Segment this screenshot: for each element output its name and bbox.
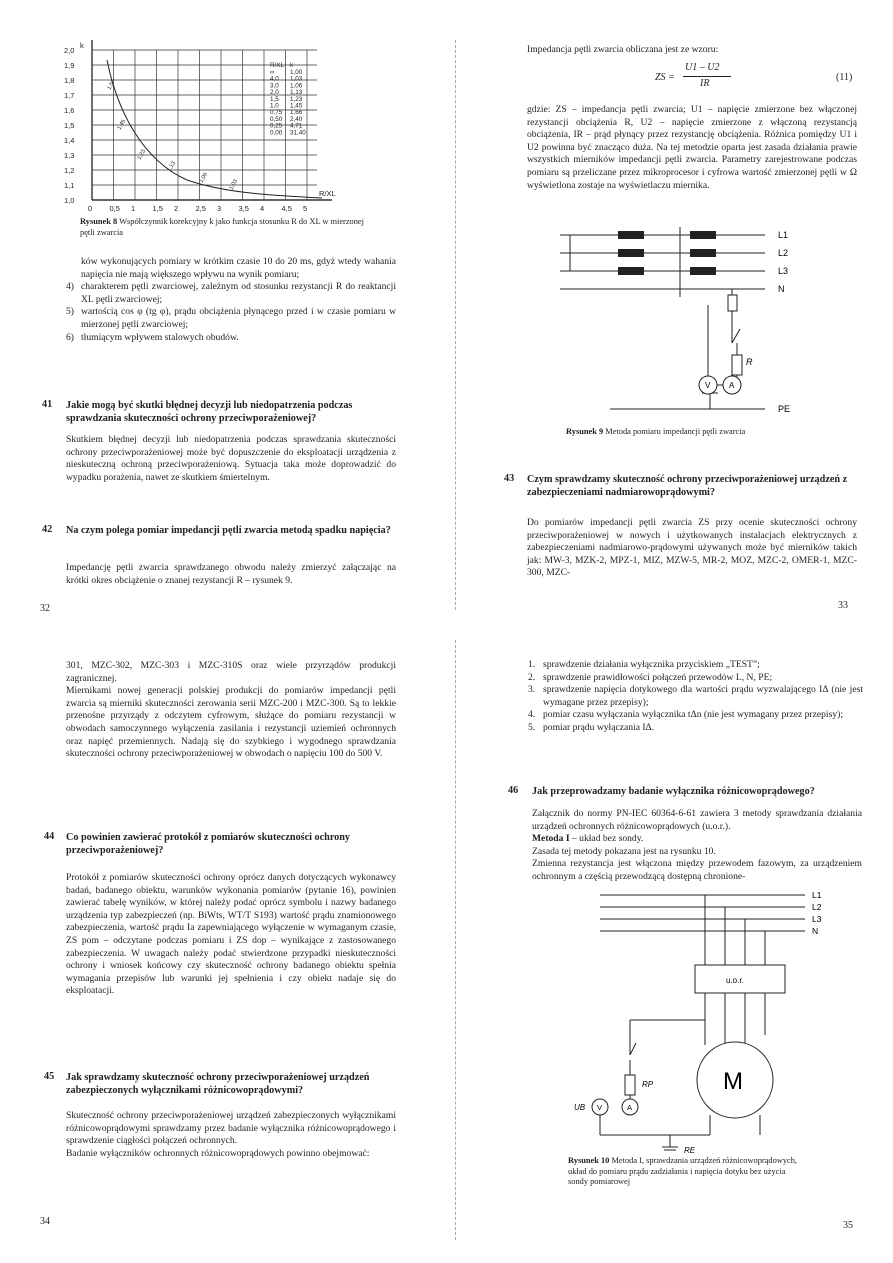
- q43-body: Do pomiarów impedancji pętli zwarcia ZS przy ocenie skuteczności ochrony przeciwporażeniowej w nowych i użytkowanych instalacjach elektrycznych z zabezpieczeniami nadmiarowo-prądowymi używanych może być mierników takich jak: MW-3, MZK-2, MPZ-1, MIZ, MZW-5, MR-2, MOZ, MZC-2, OMER-1, MZC-300, MZC-: [527, 517, 857, 579]
- chart-table-cell: 1,45: [290, 102, 303, 110]
- fig10-ammeter: A: [627, 1103, 633, 1112]
- formula-intro: Impedancja pętli zwarcia obliczana jest ze wzoru:: [527, 44, 719, 55]
- fig10-caption-text: Metoda I, sprawdzania urządzeń różnicowoprądowych, układ do pomiaru prądu zadziałania i napięcia dotyku bez użycia sondy pomiarowej: [568, 1156, 798, 1186]
- q45-body-2: Badanie wyłączników ochronnych różnicowoprądowych powinno obejmować:: [66, 1147, 370, 1159]
- q46-para1: Załącznik do normy PN-IEC 60364-6-61 zawiera 3 metody sprawdzania działania urządzeń ochronnych różnicowoprądowych (u.o.r.).: [532, 808, 862, 832]
- q42-number: 42: [42, 524, 53, 535]
- fig10-label-L2: L2: [812, 902, 822, 912]
- chart-x-tick: 2: [174, 204, 179, 213]
- figure-10-circuit: [560, 885, 835, 1155]
- fig10-caption-num: Rysunek 10: [568, 1156, 610, 1165]
- chart-curve-label: 1,5°: [106, 79, 117, 91]
- chart-y-tick: 2,0: [64, 46, 75, 55]
- q42-body: Impedancję pętli zwarcia sprawdzanego obwodu należy zmierzyć załączając na krótki okres obciążenie o znanej rezystancji R – rysunek 9.: [66, 562, 396, 586]
- chart-x-tick: 2,5: [195, 204, 206, 213]
- p34-para2: Miernikami nowej generacji polskiej produkcji do pomiarów impedancji pętli zwarcia są mierniki skuteczności zerowania serii MZC-200 i MZC-300. Są to lekkie przenośne przyrządy z odczytem cyfrowym, służące do pomiaru rezystancji w obwodach samoczynnego wyłączenia zasilania i rezystancji uziemień ochronnych oraz napięć przemiennych. Nadają się do szybkiego i wygodnego sprawdzania skuteczności ochrony przeciwporażeniowej w obwodach o napięciu 100 do 500 V.: [66, 685, 396, 760]
- chart-table-cell: 1,13: [290, 89, 303, 97]
- q41-title: Jakie mogą być skutki błędnej decyzji lub niedopatrzenia podczas sprawdzania skuteczności ochrony przeciwporażeniowej?: [66, 400, 353, 424]
- fig10-label-L1: L1: [812, 890, 822, 900]
- p35-list-item-number: 3.: [528, 684, 536, 696]
- p32-list-item-text: tłumiącym wpływem stalowych obudów.: [81, 331, 239, 343]
- fig8-caption-text: Współczynnik korekcyjny k jako funkcja stosunku R do XL w mierzonej pętli zwarcia: [80, 217, 364, 237]
- chart-y-tick: 1,3: [64, 151, 75, 160]
- fig9-ammeter: A: [729, 381, 735, 390]
- p35-list-item-number: 5.: [528, 721, 536, 733]
- fig8-caption-num: Rysunek 8: [80, 217, 118, 226]
- fig10-motor: M: [723, 1068, 743, 1095]
- q43-title: Czym sprawdzamy skuteczność ochrony przeciwporażeniowej urządzeń z zabezpieczeniami nadmiarowoprądowymi?: [527, 474, 848, 498]
- chart-table-cell: 3,0: [270, 82, 279, 90]
- chart-table-cell: 1,66: [290, 109, 303, 117]
- chart-table-cell: 4,0: [270, 75, 279, 83]
- q46-method-desc: – układ bez sondy.: [569, 833, 644, 845]
- page-fold-line-top: [455, 40, 456, 610]
- chart-curve-label: 1,06: [198, 171, 210, 184]
- chart-curve-label: 1,13: [166, 160, 178, 173]
- q45-number: 45: [44, 1071, 55, 1082]
- chart-x-tick: 1: [131, 204, 136, 213]
- chart-table-header: k: [290, 62, 294, 69]
- p35-list-item: [528, 684, 863, 709]
- chart-y-tick: 1,5: [64, 121, 75, 130]
- fig9-label-R: R: [746, 357, 753, 367]
- chart-x-tick: 0,5: [109, 204, 120, 213]
- q44-number: 44: [44, 831, 55, 842]
- q46-title: Jak przeprowadzamy badanie wyłącznika różnicowoprądowego?: [532, 786, 815, 797]
- p35-list-item: [528, 672, 863, 685]
- chart-table-cell: 4,71: [290, 122, 303, 130]
- chart-curve-label: 1,03: [228, 178, 240, 191]
- p35-list-item: [528, 659, 863, 672]
- formula-number: (11): [836, 72, 853, 83]
- fig9-voltmeter: V: [705, 381, 711, 390]
- fig10-RE: RE: [684, 1146, 696, 1155]
- chart-y-tick: 1,6: [64, 106, 75, 115]
- page-number-35: 35: [843, 1220, 853, 1231]
- chart-table-cell: 1,0: [270, 102, 279, 110]
- p35-list-item-number: 4.: [528, 709, 536, 721]
- p32-list-item-text: charakterem pętli zwarciowej, zależnym od stosunku rezystancji R do reaktancji XL pętli zwarciowej;: [81, 281, 396, 305]
- p35-list-item-number: 1.: [528, 659, 536, 670]
- chart-table-cell: ∞: [270, 69, 275, 76]
- chart-y-tick: 1,4: [64, 136, 75, 145]
- p32-list-item: [66, 306, 396, 331]
- chart-table-cell: 1,00: [290, 69, 303, 76]
- formula-numerator: U1 – U2: [685, 62, 720, 73]
- list-continuation: ków wykonujących pomiary w krótkim czasie 10 do 20 ms, gdyż wtedy wahania napięcia nie mają większego wpływu na wynik pomiaru;: [81, 256, 396, 280]
- chart-x-tick: 1,5: [152, 204, 163, 213]
- q41-body: Skutkiem błędnej decyzji lub niedopatrzenia podczas sprawdzania skuteczności ochrony przeciwporażeniowej może być dopuszczenie do eksploatacji urządzenia z nieskuteczną ochroną przeciwporażeniową. Sytuacja taka może doprowadzić do wypadku porażenia, nawet ze skutkiem śmiertelnym.: [66, 434, 396, 483]
- chart-x-tick: 3,5: [238, 204, 249, 213]
- chart-y-tick: 1,9: [64, 61, 75, 70]
- chart-table-cell: 1,5: [270, 95, 279, 103]
- q44-title: Co powinien zawierać protokół z pomiarów skuteczności ochrony przeciwporażeniowej?: [66, 832, 351, 856]
- chart-x-tick: 3: [217, 204, 222, 213]
- chart-y-tick: 1,8: [64, 76, 75, 85]
- q44-body: Protokół z pomiarów skuteczności ochrony oprócz danych dotyczących wykonawcy badań, badanego obiektu, warunków wykonania pomiarów (pytanie 16), powinien zawierać tabelę wyników, w której należy podać oprócz symbolu i nazwy badanego urządzenia typ zabezpieczeń (np. BiWts, WT/T S193) wartość prądu znamionowego zabezpieczenia, wartość prądu Ia zapewniającego wyłączenie w wymaganym czasie, ZS pom – odczytane podczas pomiaru i ZS dop – wynikające z zastosowanego zabezpieczenia. W uwagach należy podać stwierdzone przypadki nieskuteczności ochrony i wniosek końcowy czy skuteczność ochrony badanego obiektu spełnia wymagania przepisów lub warunki jej spełnienia i czy obiekt nadaje się do eksploatacji.: [66, 872, 396, 997]
- chart-table-cell: 1,03: [290, 75, 303, 83]
- chart-table-cell: 1,06: [290, 82, 303, 90]
- q43-number: 43: [504, 473, 515, 484]
- fig9-label-L3: L3: [778, 266, 789, 276]
- chart-table-cell: 0,50: [270, 115, 283, 123]
- p35-list-item-text: sprawdzenie napięcia dotykowego dla wartości prądu wyzwalającego IΔ (nie jest wymagane przez przepisy);: [543, 684, 863, 708]
- page-number-34: 34: [40, 1216, 50, 1227]
- q46-number: 46: [508, 785, 519, 796]
- chart-table-cell: 2,40: [290, 115, 303, 123]
- p32-list-item-number: 4): [66, 281, 74, 293]
- fig10-UB: UB: [574, 1103, 586, 1112]
- correction-factor-chart: [62, 40, 352, 215]
- fig9-label-PE: PE: [778, 404, 791, 414]
- p32-list-item-number: 5): [66, 306, 74, 318]
- figure-9-circuit: [560, 225, 830, 425]
- fig10-Rp: RP: [642, 1080, 654, 1089]
- chart-curve-label: 1,45: [116, 118, 128, 131]
- chart-table-cell: 0,75: [270, 109, 283, 117]
- formula-denominator: IR: [700, 78, 710, 89]
- q41-number: 41: [42, 399, 53, 410]
- chart-table-cell: 0,25: [270, 122, 283, 130]
- chart-x-tick: 5: [303, 204, 308, 213]
- chart-x-tick: 4,5: [281, 204, 292, 213]
- p35-list-item-number: 2.: [528, 671, 536, 683]
- q46-para2: Zasada tej metody pokazana jest na rysunku 10.: [532, 845, 716, 857]
- chart-x-label: R/XL: [319, 189, 336, 198]
- p32-list-item-text: wartością cos φ (tg φ), prądu obciążenia płynącego przed i w czasie pomiaru w mierzonej pętli zwarciowej;: [81, 306, 396, 330]
- chart-y-tick: 1,0: [64, 196, 75, 205]
- chart-table-cell: 2,0: [270, 89, 279, 97]
- formula-lhs: ZS =: [655, 72, 675, 83]
- chart-table-cell: 0,00: [270, 129, 283, 137]
- fig10-voltmeter: V: [597, 1103, 603, 1112]
- fig9-label-N: N: [778, 284, 785, 294]
- chart-y-tick: 1,1: [64, 181, 75, 190]
- p35-list-item-text: sprawdzenie prawidłowości połączeń przewodów L, N, PE;: [543, 671, 773, 683]
- chart-y-tick: 1,2: [64, 166, 75, 175]
- formula-where: gdzie: ZS – impedancja pętli zwarcia; U1 – napięcie zmierzone bez włączonej rezystancji obciążenia R, U2 – napięcie zmierzone z włączoną rezystancją obciążenia, IR – prąd płynący przez rezystancję obciążenia. Różnica pomiędzy U1 i U2 powinna być znacząco duża. Na tej metodzie oparta jest zasada działania prawie wszystkich mierników impedancji pętli zwarcia. Parametry zarejestrowane podczas pomiaru są przeliczane przez mikroprocesor i cyfrowa wartość zmierzonej pętli w Ω wyświetlona zostaje na wyświetlaczu miernika.: [527, 104, 857, 191]
- q46-para3: Zmienna rezystancja jest włączona między przewodem fazowym, za urządzeniem ochronnym a częścią przewodzącą dostępną chronione-: [532, 858, 862, 882]
- p35-list-item-text: pomiar czasu wyłączania wyłącznika tΔn (nie jest wymagany przez przepisy);: [543, 709, 843, 721]
- fig10-label-N: N: [812, 926, 819, 936]
- p32-list-item: [66, 281, 396, 306]
- fig9-caption-text: Metoda pomiaru impedancji pętli zwarcia: [605, 427, 746, 436]
- page-fold-line-bottom: [455, 640, 456, 1240]
- q45-body-1: Skuteczność ochrony przeciwporażeniowej urządzeń zabezpieczonych wyłącznikami różnicowoprądowymi sprawdzamy przez badanie wyłącznika różnicowoprądowego i sprawdzenie ciągłości połączeń ochronnych.: [66, 1110, 396, 1147]
- chart-table-cell: 1,23: [290, 95, 303, 103]
- fig9-label-L2: L2: [778, 248, 789, 258]
- chart-table-header: R/XL: [270, 62, 284, 69]
- fig10-label-L3: L3: [812, 914, 822, 924]
- fig10-uor: u.o.r.: [726, 976, 744, 985]
- p34-para1: 301, MZC-302, MZC-303 i MZC-310S oraz wiele przyrządów produkcji zagranicznej.: [66, 660, 396, 684]
- p35-list-item: [528, 709, 863, 722]
- p35-list-item-text: pomiar prądu wyłączania IΔ.: [543, 721, 655, 733]
- chart-table-cell: 31,40: [290, 129, 306, 137]
- q42-title: Na czym polega pomiar impedancji pętli zwarcia metodą spadku napięcia?: [66, 525, 391, 536]
- chart-x-tick: 4: [260, 204, 265, 213]
- fig9-caption-num: Rysunek 9: [566, 427, 604, 436]
- q45-title: Jak sprawdzamy skuteczność ochrony przeciwporażeniowej urządzeń zabezpieczonych wyłącznikami różnicowoprądowymi?: [66, 1072, 370, 1096]
- page-number-32: 32: [40, 603, 50, 614]
- p35-list-item-text: sprawdzenie działania wyłącznika przyciskiem „TEST”;: [543, 659, 760, 670]
- p35-list-item: [528, 722, 863, 735]
- chart-y-tick: 1,7: [64, 91, 75, 100]
- page-number-33: 33: [838, 600, 848, 611]
- chart-curve-label: 1,23: [136, 148, 148, 161]
- p32-list-item: [66, 332, 396, 345]
- q46-method: Metoda I: [532, 833, 570, 845]
- fig9-label-L1: L1: [778, 230, 789, 240]
- p32-list-item-number: 6): [66, 331, 74, 343]
- chart-x-tick: 0: [88, 204, 93, 213]
- chart-y-label: k: [80, 41, 84, 50]
